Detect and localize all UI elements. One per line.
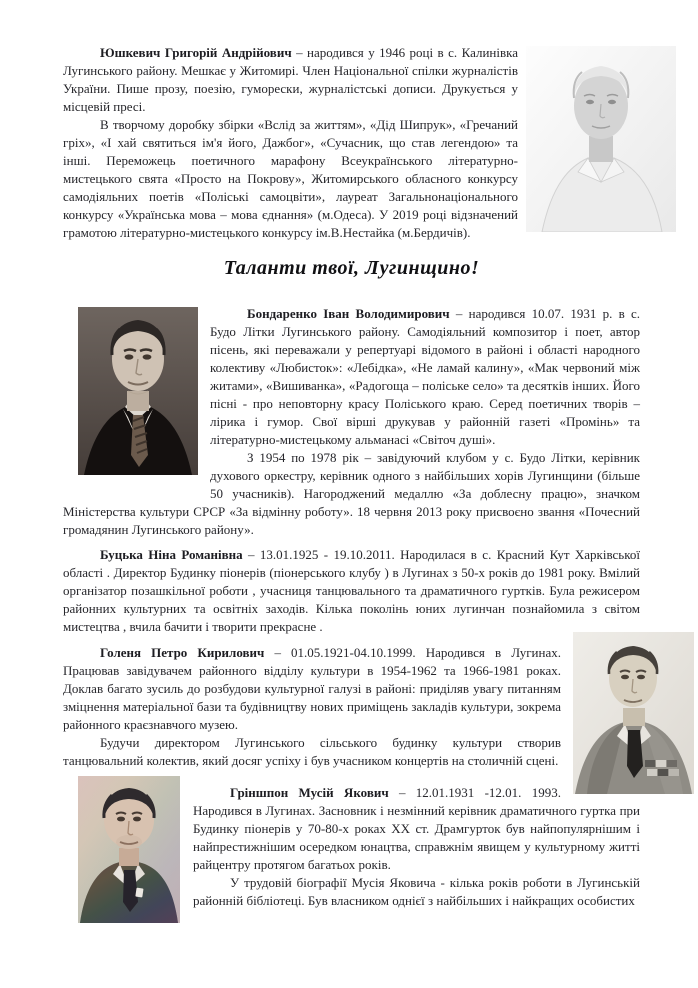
bio-text: – народився у 1946 році в с. Калинівка Лугинського району. Мешкає у Житомирі. Член Національної спілки журналістів України. Пише прозу, поезію, гуморески, журналістські дописи. Друкується у місцевій пресі.: [63, 45, 519, 114]
portrait-photo-hrinshpon: [78, 776, 180, 923]
portrait-photo-bondarenko: [78, 307, 198, 475]
bio-section-yushkevych: [63, 44, 640, 242]
person-name-holenya: Голеня Петро Кирилович: [100, 645, 265, 660]
portrait-photo-holenya: [573, 632, 694, 794]
person-name-butska: Буцька Ніна Романівна: [100, 547, 243, 562]
person-name-bondarenko: Бондаренко Іван Володимирович: [247, 306, 450, 321]
bio-text: – 12.01.1931 -12.01. 1993. Народився в Лугинах. Засновник і незмінний керівник драматичного гуртка при Будинку піонерів у 70-80-х роках ХХ ст. Драмгурток був найпопулярнішим і найпрестижнішим осередком юнацтва, справжнім явищем у культурному житті райцентру протягом багатьох років.: [193, 785, 640, 872]
bio-paragraph: [63, 644, 640, 734]
person-name-hrinshpon: Гріншпон Мусій Якович: [230, 785, 389, 800]
person-name-yushkevych: Юшкевич Григорій Андрійович: [100, 45, 292, 60]
bio-paragraph: [63, 734, 640, 770]
bio-text: З 1954 по 1978 рік – завідуючий клубом у с. Будо Літки, керівник духового оркестру, керівник одного з найбільших хорів Лугинщини (більше 50 учасників). Нагороджений медаллю «За доблесну працю», значком Міністерства культури СРСР «За відмінну роботу». 18 червня 2013 року присвоєно звання «Почесний громадянин Лугинського району».: [63, 450, 640, 537]
bio-text: – народився 10.07. 1931 р. в с. Будо Літки Лугинського району. Самодіяльний композитор і поет, автор пісень, які переважали у репертуарі відомого в районі і області народного колективу «Любисток»: «Лебідка», «Не ламай калину», «Мак червоний між житами», «Вишиванка», «Радогоща – поліське село» та десятків інших. Його пісні - про неповторну красу Поліського краю. Серед поетичних творів – лірика і гумор. Свої вірші друкував у районній газеті «Промінь» та літературно-мистецькому альманасі «Світоч душі».: [210, 306, 640, 447]
document-title: Таланти твої, Лугинщино!: [223, 257, 480, 279]
bio-section-hrinshpon: [63, 784, 640, 910]
bio-section-holenya: [63, 644, 640, 770]
bio-text: – 13.01.1925 - 19.10.2011. Народилася в с. Красний Кут Харківської області . Директор Будинку піонерів (піонерського клубу ) в Лугинах з 50-х років до 1981 року. Вмілий організатор позашкільної роботи , учасниця танцювального та драматичного гуртків. Була режисером районних культурних та освітніх заходів. Кілька поколінь юних лугинчан познайомила з світом мистецтва , вчила бачити і творити прекрасне .: [63, 547, 640, 634]
bio-text: Будучи директором Лугинського сільського будинку культури створив танцювальний колектив, який досяг успіху і був учасником концертів на столичній сцені.: [63, 735, 561, 768]
bio-paragraph: [63, 546, 640, 636]
bio-text: В творчому доробку збірки «Вслід за життям», «Дід Шипрук», «Гречаний гріх», «І хай святиться ім'я його, Дажбог», «Сучасник, що став легендою» та інші. Переможець поетичного марафону Всеукраїнського літературно-мистецького свята «Просто на Покрову», Житомирського обласного конкурсу самодіяльних поетів «Поліські самоцвіти», лауреат Загальнонаціонального конкурсу «Українська мова – мова єднання» (м.Одеса). У 2019 році відзначений грамотою літературно-мистецького конкурсу ім.В.Нестайка (м.Бердичів).: [63, 117, 518, 240]
bio-text: У трудовій біографії Мусія Яковича - кілька років роботи в Лугинській районній бібліотеці. Був власником однієї з найбільших і найкращих особистих: [193, 875, 640, 908]
bio-section-butska: [63, 546, 640, 636]
portrait-photo-yushkevych: [526, 46, 676, 232]
bio-section-bondarenko: [63, 305, 640, 539]
bio-text: – 01.05.1921-04.10.1999. Народився в Лугинах. Працював завідувачем районного відділу культури в 1954-1962 та 1966-1981 роках. Доклав багато зусиль до розбудови культурної галузі в районі: приділяв увагу питанням зміцнення матеріальної бази та будівництву нових приміщень закладів культури, зокрема районного краєзнавчого музею.: [63, 645, 561, 732]
